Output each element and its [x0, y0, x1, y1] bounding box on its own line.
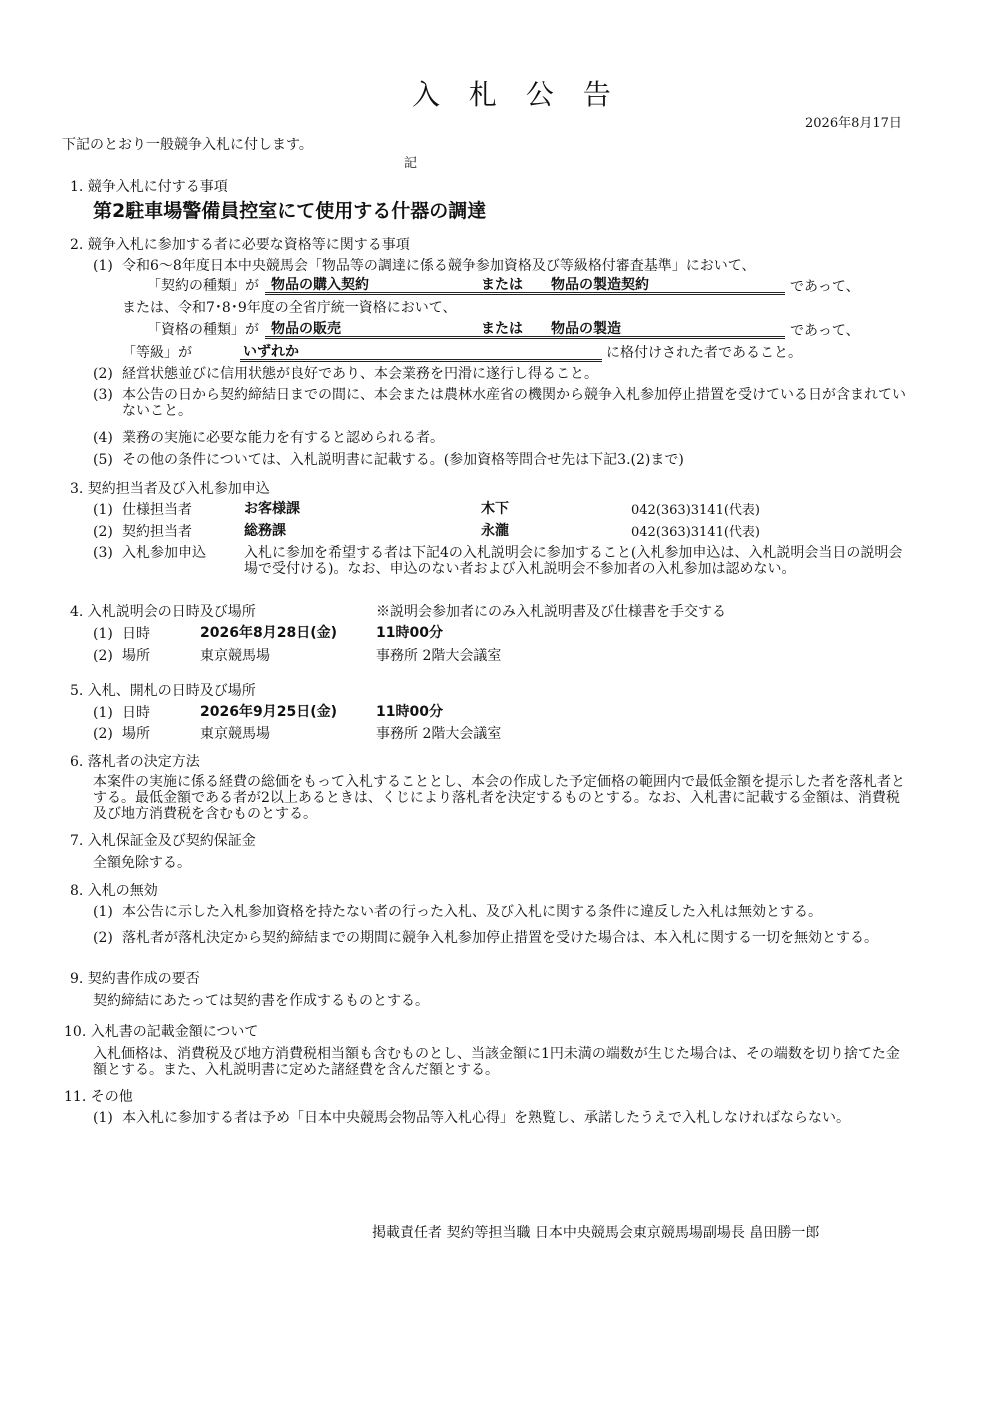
underline-qualification-type — [265, 336, 785, 339]
section-7-heading: 7. 入札保証金及び契約保証金 — [70, 833, 256, 849]
grade-value: いずれか — [243, 344, 299, 360]
procurement-subject: 第2駐車場警備員控室にて使用する什器の調達 — [93, 200, 487, 222]
contract-contact-tel: 042(363)3141(代表) — [631, 525, 760, 540]
qualification-item-5: その他の条件については、入札説明書に記載する。(参加資格等問合せ先は下記3.(2)まで) — [122, 452, 684, 468]
section-8-heading: 8. 入札の無効 — [70, 883, 158, 899]
contract-type-label: 「契約の種類」が — [147, 278, 259, 294]
contract-type-a: 物品の購入契約 — [271, 277, 369, 293]
or-text: または — [481, 277, 523, 293]
qualification-type-label: 「資格の種類」が — [147, 322, 259, 338]
grade-tail-text: に格付けされた者であること。 — [606, 345, 802, 361]
grade-label: 「等級」が — [122, 345, 192, 361]
section-3-heading: 3. 契約担当者及び入札参加申込 — [70, 481, 270, 497]
other-item-1: 本入札に参加する者は予め「日本中央競馬会物品等入札心得」を熟覧し、承諾したうえで入札しなければならない。 — [122, 1110, 850, 1126]
ki-marker: 記 — [404, 156, 418, 171]
qualification-type-a: 物品の販売 — [271, 321, 341, 337]
page-title: 入 札 公 告 — [412, 78, 621, 111]
spec-contact-dept: お客様課 — [244, 501, 300, 517]
notice-date: 2026年8月17日 — [805, 116, 902, 131]
section-6-heading: 6. 落札者の決定方法 — [70, 754, 200, 770]
bid-place-label: 場所 — [122, 726, 150, 742]
section-2-heading: 2. 競争入札に参加する者に必要な資格等に関する事項 — [70, 237, 410, 253]
contract-document-text: 契約締結にあたっては契約書を作成するものとする。 — [93, 993, 429, 1009]
bid-datetime-label: 日時 — [122, 705, 150, 721]
application-label: 入札参加申込 — [122, 545, 206, 561]
briefing-datetime-label: 日時 — [122, 626, 150, 642]
briefing-place: 東京競馬場 — [200, 648, 270, 664]
item-number: (2) — [93, 524, 113, 540]
item-number: (1) — [93, 502, 113, 518]
section-4-heading: 4. 入札説明会の日時及び場所 — [70, 604, 256, 620]
section-1-heading: 1. 競争入札に付する事項 — [70, 179, 228, 195]
briefing-place-label: 場所 — [122, 648, 150, 664]
invalid-bid-item-2: 落札者が落札決定から契約締結までの期間に競争入札参加停止措置を受けた場合は、本入札に関する一切を無効とする。 — [122, 930, 878, 946]
contract-type-b: 物品の製造契約 — [551, 277, 649, 293]
bid-date: 2026年9月25日(金) — [200, 704, 337, 720]
intro-text: 下記のとおり一般競争入札に付します。 — [62, 137, 313, 153]
item-number: (2) — [93, 930, 113, 946]
or-text: または — [481, 321, 523, 337]
briefing-date: 2026年8月28日(金) — [200, 625, 337, 641]
item-number: (3) — [93, 545, 113, 561]
item-number: (3) — [93, 387, 113, 403]
publisher-footer: 掲載責任者 契約等担当職 日本中央競馬会東京競馬場副場長 畠田勝一郎 — [372, 1225, 820, 1241]
qualification-type-b: 物品の製造 — [551, 321, 621, 337]
bid-place: 東京競馬場 — [200, 726, 270, 742]
spec-contact-label: 仕様担当者 — [122, 502, 192, 518]
deatte-text: であって、 — [790, 279, 860, 295]
section-10-heading: 10. 入札書の記載金額について — [64, 1024, 259, 1040]
spec-contact-tel: 042(363)3141(代表) — [631, 503, 760, 518]
section-11-heading: 11. その他 — [64, 1089, 133, 1105]
item-number: (4) — [93, 430, 113, 446]
bid-room: 事務所 2階大会議室 — [376, 726, 502, 742]
deatte-text: であって、 — [790, 323, 860, 339]
contract-contact-person: 永瀧 — [481, 523, 509, 539]
qualification-item-4: 業務の実施に必要な能力を有すると認められる者。 — [122, 430, 444, 446]
item-number: (1) — [93, 626, 113, 642]
application-text: 入札に参加を希望する者は下記4の入札説明会に参加すること(入札参加申込は、入札説明会当日の説明会場で受付ける)。なお、申込のない者および入札説明会不参加者の入札参加は認めない。 — [244, 545, 903, 578]
item-number: (1) — [93, 1110, 113, 1126]
item-number: (2) — [93, 726, 113, 742]
item-number: (2) — [93, 648, 113, 664]
unified-qualification-text: または、令和7･8･9年度の全省庁統一資格において、 — [122, 300, 457, 316]
underline-grade — [240, 359, 602, 362]
spec-contact-person: 木下 — [481, 501, 509, 517]
item-number: (1) — [93, 705, 113, 721]
contract-contact-label: 契約担当者 — [122, 524, 192, 540]
bid-amount-text: 入札価格は、消費税及び地方消費税相当額も含むものとし、当該金額に1円未満の端数が生じた場合は、その端数を切り捨てた金額とする。また、入札説明書に定めた諸経費を含んだ額とする。 — [93, 1046, 900, 1079]
contract-contact-dept: 総務課 — [244, 523, 286, 539]
bid-time: 11時00分 — [376, 704, 443, 720]
qualification-standard-text: 令和6～8年度日本中央競馬会「物品等の調達に係る競争参加資格及び等級格付審査基準」において、 — [122, 258, 756, 274]
winner-decision-text: 本案件の実施に係る経費の総価をもって入札することとし、本会の作成した予定価格の範囲内で最低金額を提示した者を落札者とする。最低金額である者が2以上あるときは、くじにより落札者を決定するものとする。なお、入札書に記載する金額は、消費税及び地方消費税を含むものとする。 — [93, 774, 905, 823]
item-number: (2) — [93, 366, 113, 382]
deposit-text: 全額免除する。 — [93, 855, 191, 871]
qualification-item-3: 本公告の日から契約締結日までの間に、本会または農林水産省の機関から競争入札参加停止措置を受けている日が含まれていないこと。 — [122, 387, 906, 420]
section-9-heading: 9. 契約書作成の要否 — [70, 971, 200, 987]
underline-contract-type — [265, 292, 785, 295]
invalid-bid-item-1: 本公告に示した入札参加資格を持たない者の行った入札、及び入札に関する条件に違反した入札は無効とする。 — [122, 904, 822, 920]
briefing-room: 事務所 2階大会議室 — [376, 648, 502, 664]
item-number: (1) — [93, 258, 113, 274]
briefing-time: 11時00分 — [376, 625, 443, 641]
item-number: (1) — [93, 904, 113, 920]
item-number: (5) — [93, 452, 113, 468]
section-5-heading: 5. 入札、開札の日時及び場所 — [70, 683, 256, 699]
briefing-note: ※説明会参加者にのみ入札説明書及び仕様書を手交する — [376, 604, 726, 620]
qualification-item-2: 経営状態並びに信用状態が良好であり、本会業務を円滑に遂行し得ること。 — [122, 366, 598, 382]
